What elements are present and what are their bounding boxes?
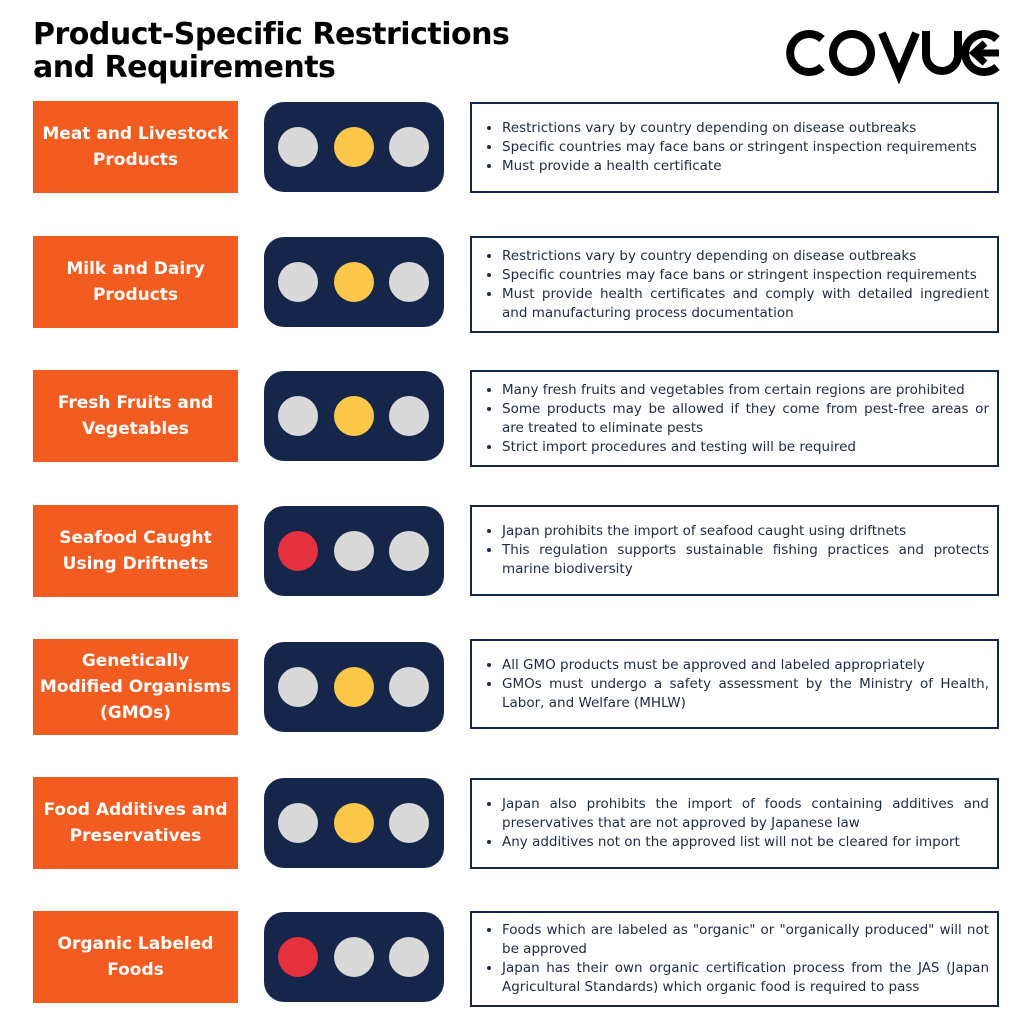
green-lamp-icon <box>389 667 429 707</box>
requirements-list <box>482 381 989 457</box>
yellow-lamp-icon <box>334 127 374 167</box>
traffic-light-icon <box>264 642 444 732</box>
red-lamp-icon <box>278 937 318 977</box>
requirement-item: • GMOs must undergo a safety assessment by the Ministry of Health, Labor, and Welfare (MHLW) <box>502 675 989 713</box>
requirement-item: • Must provide a health certificate <box>502 157 989 176</box>
category-label-line: Seafood Caught <box>59 528 212 548</box>
page-title-line-1: Product-Specific Restrictions <box>33 17 510 52</box>
red-lamp-icon <box>278 396 318 436</box>
traffic-light-icon <box>264 506 444 596</box>
traffic-light-icon <box>264 237 444 327</box>
category-label-line: Meat and Livestock <box>42 124 229 144</box>
green-lamp-icon <box>389 803 429 843</box>
category-label-line: (GMOs) <box>100 703 171 723</box>
red-lamp-icon <box>278 667 318 707</box>
requirement-item: • Japan has their own organic certification process from the JAS (Japan Agricultural Standards) which organic food is required to pass <box>502 959 989 997</box>
requirement-item: • Japan also prohibits the import of foods containing additives and preservatives that are not approved by Japanese law <box>502 795 989 833</box>
traffic-light-icon <box>264 912 444 1002</box>
requirement-item: • All GMO products must be approved and labeled appropriately <box>502 656 989 675</box>
requirements-list <box>482 656 989 713</box>
category-label-line: Preservatives <box>69 826 202 846</box>
traffic-light-icon <box>264 371 444 461</box>
category-label <box>33 911 238 1003</box>
requirements-list <box>482 795 989 852</box>
requirements-box <box>470 911 999 1007</box>
category-label <box>33 777 238 869</box>
requirement-item: • Any additives not on the approved list will not be cleared for import <box>502 833 989 852</box>
category-label-line: Genetically <box>81 651 190 671</box>
traffic-light-icon <box>264 102 444 192</box>
requirements-box <box>470 102 999 193</box>
requirements-list <box>482 247 989 323</box>
page-title-line-2: and Requirements <box>33 50 336 85</box>
traffic-light-icon <box>264 778 444 868</box>
category-label-line: Vegetables <box>82 419 189 439</box>
yellow-lamp-icon <box>334 937 374 977</box>
category-label-line: Fresh Fruits and <box>57 393 214 413</box>
requirement-item: • Foods which are labeled as "organic" or "organically produced" will not be approved <box>502 921 989 959</box>
requirements-list <box>482 921 989 997</box>
category-label <box>33 101 238 193</box>
requirement-item: • This regulation supports sustainable fishing practices and protects marine biodiversity <box>502 541 989 579</box>
yellow-lamp-icon <box>334 531 374 571</box>
requirement-item: • Restrictions vary by country depending on disease outbreaks <box>502 247 989 266</box>
category-label <box>33 236 238 328</box>
category-label-line: Using Driftnets <box>62 554 209 574</box>
requirements-list <box>482 522 989 579</box>
requirements-box <box>470 639 999 729</box>
yellow-lamp-icon <box>334 262 374 302</box>
red-lamp-icon <box>278 127 318 167</box>
green-lamp-icon <box>389 531 429 571</box>
requirement-item: • Must provide health certificates and comply with detailed ingredient and manufacturing process documentation <box>502 285 989 323</box>
requirements-box <box>470 778 999 869</box>
category-label-line: Food Additives and <box>43 800 228 820</box>
category-label <box>33 370 238 462</box>
covue-logo <box>778 22 1003 84</box>
green-lamp-icon <box>389 937 429 977</box>
green-lamp-icon <box>389 262 429 302</box>
green-lamp-icon <box>389 127 429 167</box>
requirement-item: • Specific countries may face bans or stringent inspection requirements <box>502 266 989 285</box>
red-lamp-icon <box>278 803 318 843</box>
category-label-line: Products <box>92 285 179 305</box>
category-label <box>33 639 238 735</box>
requirement-item: • Some products may be allowed if they come from pest-free areas or are treated to eliminate pests <box>502 400 989 438</box>
requirement-item: • Specific countries may face bans or stringent inspection requirements <box>502 138 989 157</box>
requirements-list <box>482 119 989 176</box>
green-lamp-icon <box>389 396 429 436</box>
yellow-lamp-icon <box>334 803 374 843</box>
requirement-item: • Strict import procedures and testing will be required <box>502 438 989 457</box>
requirement-item: • Restrictions vary by country depending on disease outbreaks <box>502 119 989 138</box>
red-lamp-icon <box>278 262 318 302</box>
category-label-line: Milk and Dairy <box>66 259 205 279</box>
category-label-line: Foods <box>107 960 164 980</box>
requirement-item: • Japan prohibits the import of seafood caught using driftnets <box>502 522 989 541</box>
category-label-line: Modified Organisms <box>39 677 232 697</box>
yellow-lamp-icon <box>334 396 374 436</box>
requirements-box <box>470 236 999 333</box>
category-label-line: Organic Labeled <box>57 934 214 954</box>
requirements-box <box>470 505 999 596</box>
red-lamp-icon <box>278 531 318 571</box>
page-title <box>33 18 573 84</box>
requirements-box <box>470 370 999 467</box>
yellow-lamp-icon <box>334 667 374 707</box>
category-label-line: Products <box>92 150 179 170</box>
requirement-item: • Many fresh fruits and vegetables from certain regions are prohibited <box>502 381 989 400</box>
category-label <box>33 505 238 597</box>
